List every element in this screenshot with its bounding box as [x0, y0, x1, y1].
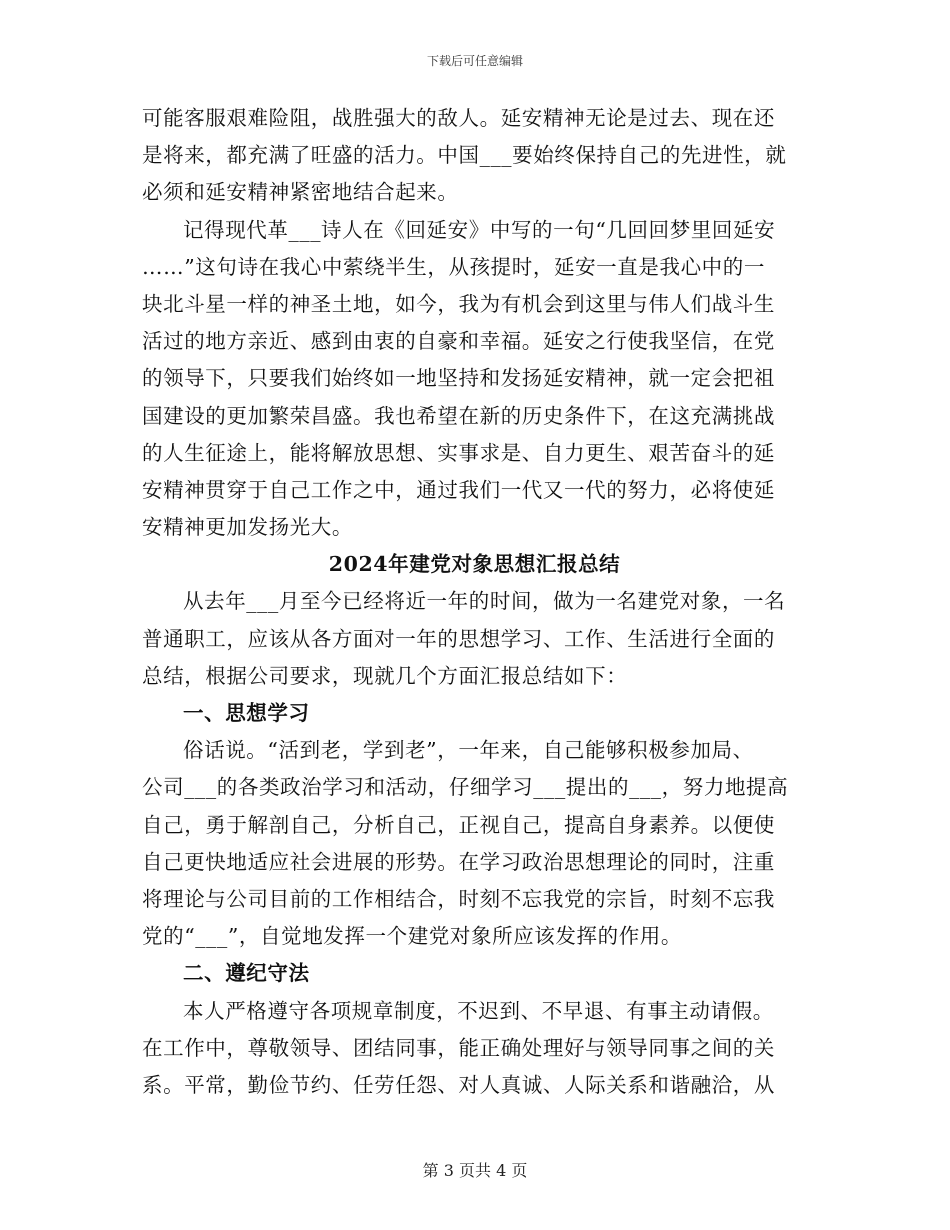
- paragraph-start-line: 俗话说。“活到老，学到老”，一年来，自己能够积极参加局、: [183, 738, 754, 763]
- paragraph-start-line: 记得现代革___诗人在《回延安》中写的一句“几回回梦里回延安: [183, 217, 776, 242]
- body-line: 安精神更加发扬光大。: [142, 515, 353, 540]
- subsection-heading: 二、遵纪守法: [183, 961, 310, 986]
- body-line: 在工作中，尊敬领导、团结同事，能正确处理好与领导同事之间的关: [142, 1035, 775, 1060]
- section-title: 2024年建党对象思想汇报总结: [328, 552, 621, 577]
- document-body: [142, 100, 807, 1104]
- body-line: 必须和延安精神紧密地结合起来。: [142, 180, 459, 205]
- body-line: 将理论与公司目前的工作相结合，时刻不忘我党的宗旨，时刻不忘我: [142, 886, 775, 911]
- paragraph-start-line: 本人严格遵守各项规章制度，不迟到、不早退、有事主动请假。: [183, 998, 774, 1023]
- body-line: 活过的地方亲近、感到由衷的自豪和幸福。延安之行使我坚信，在党: [142, 329, 775, 354]
- body-line: 可能客服艰难险阻，战胜强大的敌人。延安精神无论是过去、现在还: [142, 106, 775, 130]
- body-line: 块北斗星一样的神圣土地，如今，我为有机会到这里与伟人们战斗生: [142, 291, 775, 316]
- page-number: 第 3 页共 4 页: [422, 1161, 528, 1180]
- body-line: 自己更快地适应社会进展的形势。在学习政治思想理论的同时，注重: [142, 849, 775, 874]
- body-line: 国建设的更加繁荣昌盛。我也希望在新的历史条件下，在这充满挑战: [142, 403, 775, 428]
- body-line: 公司___的各类政治学习和活动，仔细学习___提出的___，努力地提高: [142, 775, 789, 800]
- paragraph-start-line: 从去年___月至今已经将近一年的时间，做为一名建党对象，一名: [183, 589, 786, 614]
- body-line: 总结，根据公司要求，现就几个方面汇报总结如下：: [142, 663, 628, 688]
- subsection-heading: 一、思想学习: [183, 701, 310, 725]
- body-line: 是将来，都充满了旺盛的活力。中国___要始终保持自己的先进性，就: [142, 143, 787, 168]
- page-header: 下载后可任意编辑: [426, 54, 523, 68]
- body-line: 的人生征途上，能将解放思想、实事求是、自力更生、艰苦奋斗的延: [142, 440, 775, 465]
- body-line: 的领导下，只要我们始终如一地坚持和发扬延安精神，就一定会把祖: [142, 366, 775, 391]
- body-line: ……”这句诗在我心中萦绕半生，从孩提时，延安一直是我心中的一: [142, 254, 765, 279]
- body-line: 系。平常，勤俭节约、任劳任怨、对人真诚、人际关系和谐融洽，从: [142, 1072, 775, 1097]
- body-line: 自己，勇于解剖自己，分析自己，正视自己，提高自身素养。以便使: [142, 812, 775, 837]
- body-line: 安精神贯穿于自己工作之中，通过我们一代又一代的努力，必将使延: [142, 477, 775, 502]
- body-line: 普通职工，应该从各方面对一年的思想学习、工作、生活进行全面的: [142, 626, 775, 651]
- body-line: 党的“___”，自觉地发挥一个建党对象所应该发挥的作用。: [142, 924, 683, 949]
